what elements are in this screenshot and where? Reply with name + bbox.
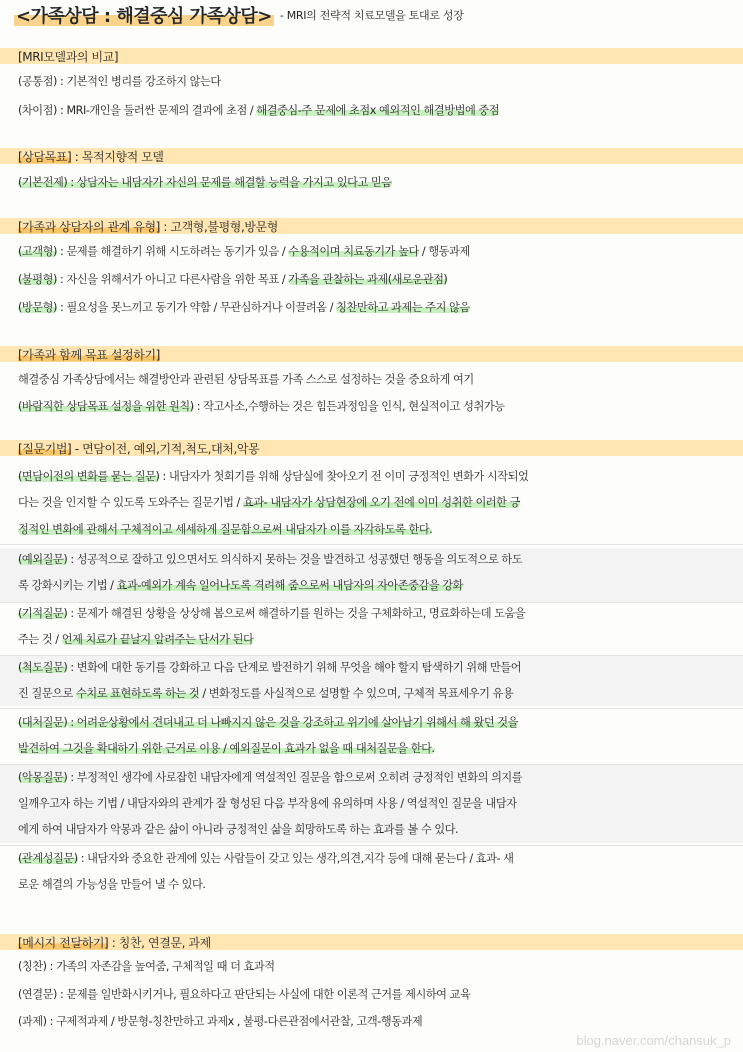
section-message-label: [메시지 전달하기]: [18, 935, 109, 950]
q-sca-text1: : 변화에 대한 동기를 강화하고 다음 단계로 발전하기 위해 무엇을 해야 할지 탐색하기 위해 만들어: [67, 661, 522, 674]
q-nig-text1: : 부정적인 생각에 사로잡힌 내담자에게 역설적인 질문을 함으로써 오히려 긍정적인 변화의 의지를: [67, 771, 523, 784]
section-message-rest: : 칭찬, 연결문, 과제: [108, 935, 211, 950]
message-praise: (칭찬) : 가족의 자존감을 높여줌, 구체적일 때 더 효과적: [18, 960, 275, 973]
q-cop-text2: 발견하여 그것을 확대하기 위한 근거로 이용 / 예외질문이 효과가 없을 때 대처질문을 한다.: [18, 742, 435, 755]
goal-premise-line: [18, 175, 392, 191]
section-mri-title: [MRI모델과의 비교]: [18, 49, 119, 64]
watermark: blog.naver.com/chansuk_p: [576, 1033, 731, 1048]
mri-diff-label: (차이점): [18, 104, 57, 117]
message-task: (과제) : 구제적과제 / 방문형-칭찬만하고 과제x , 불평-다른관점에서관찰, 고객-행동과제: [18, 1015, 423, 1028]
q-sca-label: (척도질문): [18, 661, 68, 674]
q-cop-line1: [18, 715, 518, 731]
q-pre-line2: [18, 495, 520, 511]
q-mir-line2: [18, 632, 253, 648]
section-types-rest: : 고객형,불평형,방문형: [159, 219, 278, 234]
q-pre-line1: [18, 469, 528, 485]
page-header: [0, 0, 743, 30]
q-sca-line2: [18, 686, 513, 702]
section-goalset-label: [가족과 함께 목표 설정하기]: [18, 347, 160, 362]
q-mir-label: (기적질문): [18, 607, 68, 620]
q-mir-text1: : 문제가 해결된 상황을 상상해 봄으로써 해결하기를 원하는 것을 구체화하고, 명료화하는데 도움을: [67, 607, 526, 620]
types-visitor-highlight: 칭찬만하고 과제는 주지 않음: [336, 301, 470, 314]
section-questions-label: [질문기법]: [18, 441, 72, 456]
section-goal-header: [0, 143, 743, 169]
types-complain-text: : 자신을 위해서가 아니고 다른사람을 위한 목표 /: [56, 273, 289, 286]
q-pre-text1: : 내담자가 첫회기를 위해 상담실에 찾아오기 전 이미 긍정적인 변화가 시작되었: [159, 470, 529, 483]
q-mir-text2: 주는 것 /: [18, 633, 62, 646]
types-client-label: (고객형): [18, 245, 57, 258]
mri-common-line: [18, 74, 221, 90]
goalset-line1: 해결중심 가족상담에서는 해결방안과 관련된 상담목표를 가족 스스로 설정하는 것을 중요하게 여기: [18, 373, 474, 386]
types-client-line: [18, 244, 470, 260]
q-nig-line1: [18, 770, 522, 786]
q-exc-text2: 록 강화시키는 기법 /: [18, 579, 117, 592]
types-complain-line: [18, 272, 447, 288]
mri-common-text: : 기본적인 병리를 강조하지 않는다: [56, 75, 221, 88]
q-nig-line2: 일깨우고자 하는 기법 / 내담자와의 관계가 잘 형성된 다음 부작용에 유의하며 사용 / 역설적인 질문을 내담자: [18, 797, 517, 810]
types-visitor-text: : 필요성을 못느끼고 동기가 약함 / 무관심하거나 이끌려옴 /: [56, 301, 337, 314]
q-cop-line2: [18, 741, 435, 757]
section-questions-header: [0, 435, 743, 461]
section-message-title: [0, 934, 211, 951]
mri-diff-line: [18, 103, 499, 119]
q-exc-line2: [18, 578, 463, 594]
section-types-title: [0, 218, 278, 235]
q-exc-label: (예외질문): [18, 553, 68, 566]
q-sca-highlight: 수치로 표현하도록 하는 것: [76, 687, 200, 700]
section-goalset-header: [0, 341, 743, 367]
section-goal-label: [상담목표]: [18, 149, 72, 164]
section-types-label: [가족과 상담자의 관계 유형]: [18, 219, 160, 234]
q-sca-line1: [18, 660, 521, 676]
q-sca-tail: / 변화정도를 사실적으로 설명할 수 있으며, 구체적 목표세우기 유용: [199, 687, 514, 700]
goal-premise: (기본전제) : 상담자는 내담자가 자신의 문제를 해결할 능력을 가지고 있다고 믿음: [18, 176, 392, 189]
types-client-highlight: 수용적이며 치료동기가 높다: [288, 245, 419, 258]
q-mir-highlight: 언제 치료가 끝날지 알려주는 단서가 된다: [61, 633, 254, 646]
types-complain-label: (불평형): [18, 273, 57, 286]
q-exc-text1: : 성공적으로 잘하고 있으면서도 의식하지 못하는 것을 발견하고 성공했던 행동을 의도적으로 하도: [67, 553, 523, 566]
mri-diff-highlight: 해결중심-주 문제에 초점x 예외적인 해결방법에 중점: [256, 104, 500, 117]
section-questions-title: [0, 440, 259, 457]
q-pre-highlight: 효과- 내담자가 상담현장에 오기 전에 이미 성취한 이러한 긍: [242, 496, 520, 509]
section-questions-rest: - 면담이전, 예외,기적,척도,대처,악몽: [71, 441, 260, 456]
q-rel-line1: [18, 851, 514, 867]
q-sca-text2: 진 질문으로: [18, 687, 76, 700]
q-mir-line1: [18, 606, 525, 622]
types-visitor-label: (방문형): [18, 301, 57, 314]
q-rel-text1: : 내담자와 중요한 관계에 있는 사람들이 갖고 있는 생각,의견,지각 등에 대해 묻는다 / 효과- 새: [77, 852, 514, 865]
q-rel-label: (관계성질문): [18, 852, 78, 865]
q-exc-line1: [18, 552, 522, 568]
section-types-header: [0, 213, 743, 239]
mri-common-label: (공통점): [18, 75, 57, 88]
q-rel-line2: 로운 해결의 가능성을 만들어 낼 수 있다.: [18, 878, 206, 891]
page-title: <가족상담 : 해결중심 가족상담>: [14, 2, 274, 28]
q-pre-text2: 다는 것을 인지할 수 있도록 도와주는 질문기법 /: [18, 496, 243, 509]
q-cop-text1: : 어려운상황에서 견뎌내고 더 나빠지지 않은 것을 강조하고 위기에 살아남기 위해서 해 왔던 것을: [67, 716, 519, 729]
q-exc-highlight: 효과-예외가 계속 일어나도록 격려해 줌으로써 내담자의 자아존중감을 강화: [116, 579, 464, 592]
message-bridge: (연결문) : 문제를 일반화시키거나, 필요하다고 판단되는 사실에 대한 이론적 근거를 제시하여 교육: [18, 988, 471, 1001]
section-goalset-title: [0, 346, 160, 363]
types-complain-highlight: 가족을 관찰하는 과제(새로운관점): [288, 273, 448, 286]
section-mri-header: [0, 43, 743, 69]
section-goal-title: [0, 148, 164, 165]
q-nig-line3: 에게 하여 내담자가 악몽과 같은 삶이 아니라 긍정적인 삶을 희망하도록 하는 효과를 볼 수 있다.: [18, 823, 459, 836]
q-nig-label: (악몽질문): [18, 771, 68, 784]
section-message-header: [0, 929, 743, 955]
q-pre-label: (면담이전의 변화를 묻는 질문): [18, 470, 160, 483]
section-goal-rest: : 목적지향적 모델: [71, 149, 164, 164]
mri-diff-text: : MRI-개인을 둘러싼 문제의 결과에 초점 /: [56, 104, 257, 117]
goalset-principle-line: [18, 399, 505, 415]
types-visitor-line: [18, 300, 470, 316]
q-pre-line3: [18, 522, 432, 538]
types-client-text: : 문제를 해결하기 위해 시도하려는 동기가 있음 /: [56, 245, 289, 258]
goalset-principle-label: (바람직한 상담목표 설정을 위한 원칙): [18, 400, 194, 413]
types-client-tail: / 행동과제: [418, 245, 470, 258]
goalset-principle-text: : 작고사소,수행하는 것은 힘든과정임을 인식, 현실적이고 성취가능: [193, 400, 505, 413]
page-subtitle: - MRI의 전략적 치료모델을 토대로 성장: [279, 9, 464, 22]
q-pre-text3: 정적인 변화에 관해서 구체적이고 세세하게 질문함으로써 내담자가 이를 자각하도록 한다.: [18, 523, 433, 536]
q-cop-label: (대처질문): [18, 716, 68, 729]
